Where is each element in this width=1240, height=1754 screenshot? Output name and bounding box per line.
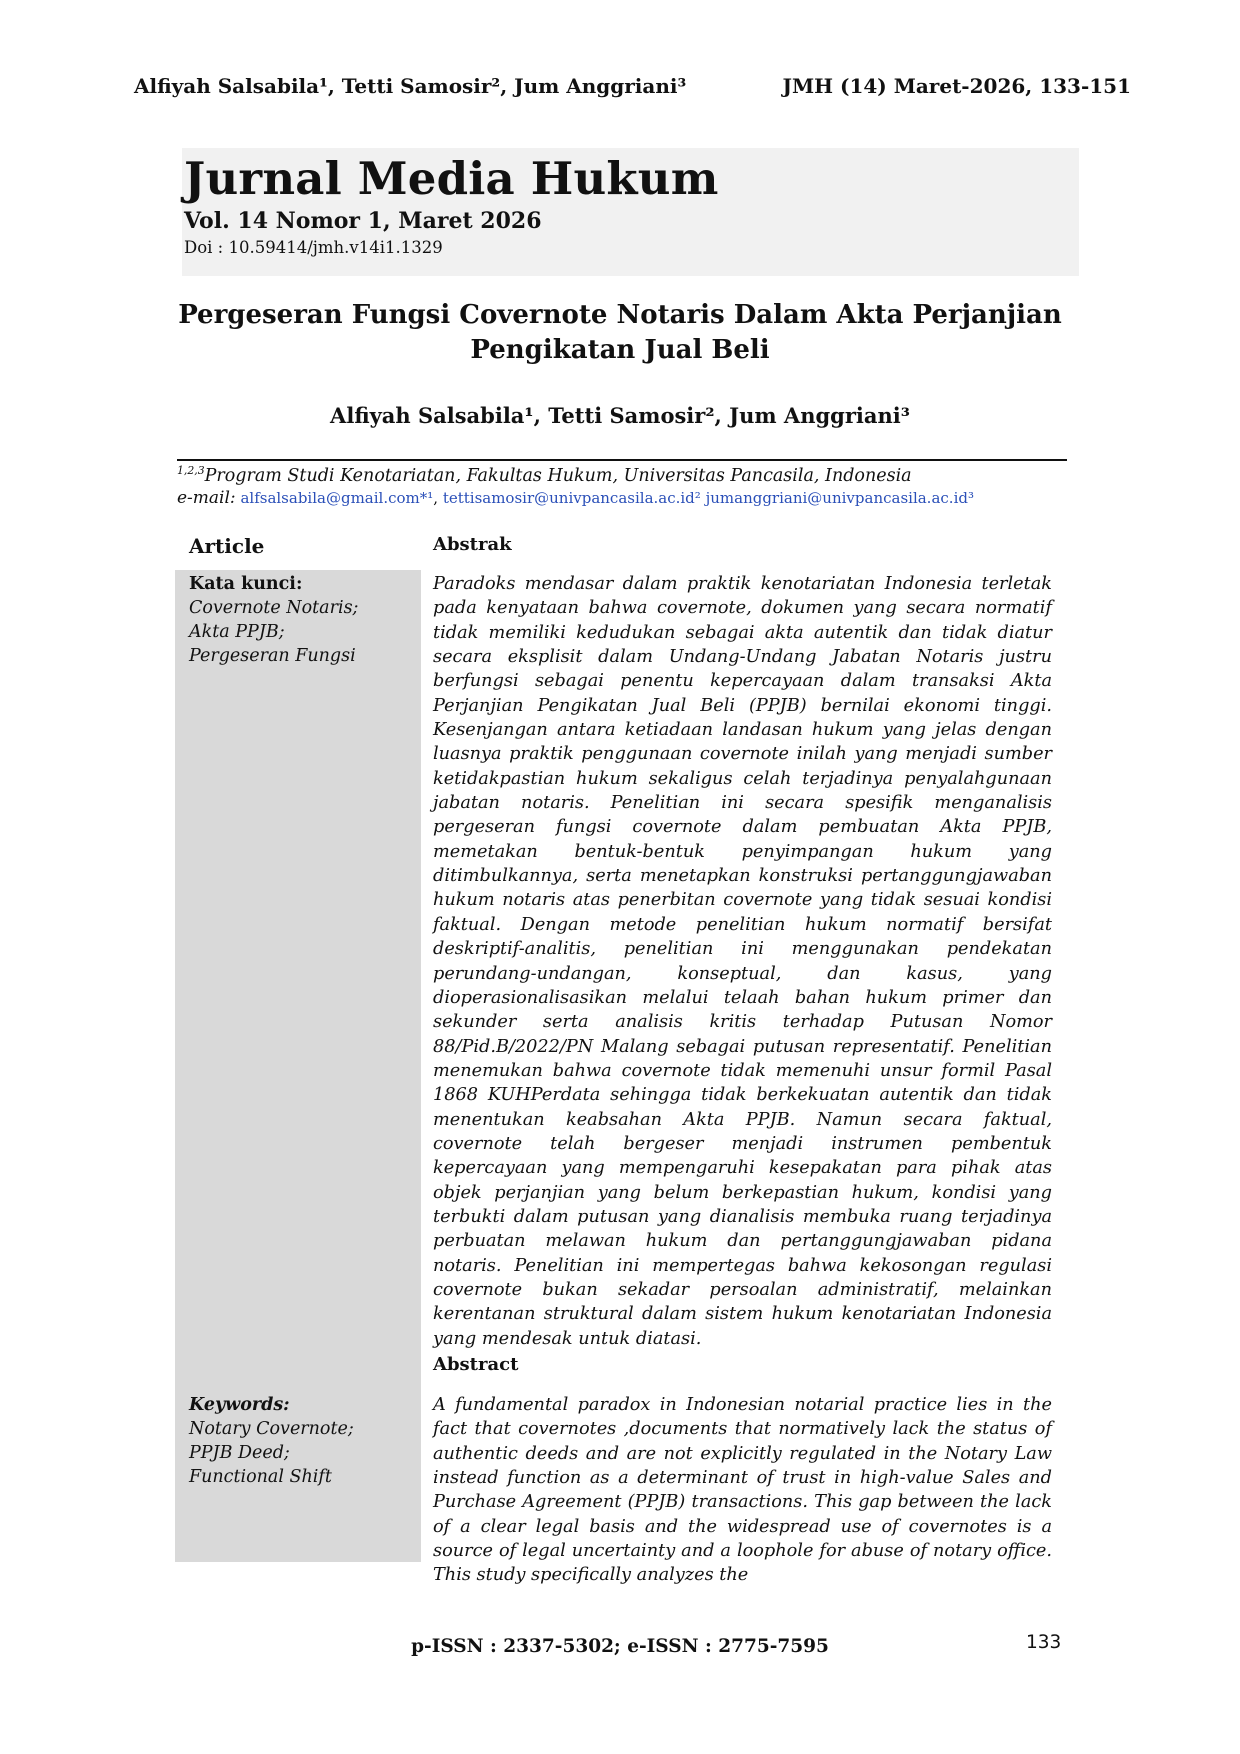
paper-title bbox=[160, 298, 1080, 368]
email-label: e-mail: bbox=[177, 488, 236, 508]
affiliation bbox=[177, 464, 1077, 486]
keywords-label: Keywords: bbox=[189, 1395, 290, 1415]
kata-kunci-label: Kata kunci: bbox=[189, 574, 303, 594]
abstract-heading: Abstract bbox=[433, 1354, 519, 1375]
keyword-item: Notary Covernote; bbox=[189, 1419, 354, 1439]
page-number: 133 bbox=[1026, 1632, 1062, 1653]
email-link-1[interactable]: alfsalsabila@gmail.com*¹ bbox=[240, 489, 434, 507]
paper-title-line-1: Pergeseran Fungsi Covernote Notaris Dalam Akta Perjanjian bbox=[178, 300, 1062, 330]
journal-masthead bbox=[182, 148, 1079, 276]
footer-issn: p-ISSN : 2337-5302; e-ISSN : 2775-7595 bbox=[411, 1636, 829, 1657]
keywords-block bbox=[189, 1393, 419, 1489]
keyword-item: Functional Shift bbox=[189, 1467, 332, 1487]
running-header-journal-ref: JMH (14) Maret-2026, 133-151 bbox=[782, 74, 1131, 98]
email-link-3[interactable]: jumanggriani@univpancasila.ac.id³ bbox=[705, 489, 974, 507]
header-divider bbox=[177, 459, 1067, 461]
kata-kunci-item: Akta PPJB; bbox=[189, 622, 285, 642]
kata-kunci-block bbox=[189, 572, 419, 668]
running-header-authors: Alfiyah Salsabila¹, Tetti Samosir², Jum Anggriani³ bbox=[134, 74, 687, 98]
email-link-2[interactable]: tettisamosir@univpancasila.ac.id² bbox=[442, 489, 701, 507]
kata-kunci-item: Covernote Notaris; bbox=[189, 598, 359, 618]
author-list: Alfiyah Salsabila¹, Tetti Samosir², Jum Anggriani³ bbox=[330, 403, 910, 428]
abstrak-body: Paradoks mendasar dalam praktik kenotariatan Indonesia terletak pada kenyataan bahwa covernote, dokumen yang secara normatif tidak memiliki kedudukan sebagai akta autentik dan tidak diatur secara eksplisit dalam Undang-Undang Jabatan Notaris justru berfungsi sebagai penentu kepercayaan dalam transaksi Akta Perjanjian Pengikatan Jual Beli (PPJB) bernilai ekonomi tinggi. Kesenjangan antara ketiadaan landasan hukum yang jelas dengan luasnya praktik penggunaan covernote inilah yang menjadi sumber ketidakpastian hukum sekaligus celah terjadinya penyalahgunaan jabatan notaris. Penelitian ini secara spesifik menganalisis pergeseran fungsi covernote dalam pembuatan Akta PPJB, memetakan bentuk-bentuk penyimpangan hukum yang ditimbulkannya, serta menetapkan konstruksi pertanggungjawaban hukum notaris atas penerbitan covernote yang tidak sesuai kondisi faktual. Dengan metode penelitian hukum normatif bersifat deskriptif-analitis, penelitian ini menggunakan pendekatan perundang-undangan, konseptual, dan kasus, yang dioperasionalisasikan melalui telaah bahan hukum primer dan sekunder serta analisis kritis terhadap Putusan Nomor 88/Pid.B/2022/PN Malang sebagai putusan representatif. Penelitian menemukan bahwa covernote tidak memenuhi unsur formil Pasal 1868 KUHPerdata sehingga tidak berkekuatan autentik dan tidak menentukan keabsahan Akta PPJB. Namun secara faktual, covernote telah bergeser menjadi instrumen pembentuk kepercayaan yang mempengaruhi kesepakatan para pihak atas objek perjanjian yang belum berkepastian hukum, kondisi yang terbukti dalam putusan yang dianalisis membuka ruang terjadinya perbuatan melawan hukum dan pertanggungjawaban pidana notaris. Penelitian ini mempertegas bahwa kekosongan regulasi covernote bukan sekadar persoalan administratif, melainkan kerentanan struktural dalam sistem hukum kenotariatan Indonesia yang mendesak untuk diatasi. bbox=[433, 574, 1052, 1349]
keyword-item: PPJB Deed; bbox=[189, 1443, 290, 1463]
article-label: Article bbox=[189, 534, 265, 558]
paper-title-line-2: Pengikatan Jual Beli bbox=[470, 335, 770, 365]
abstract-body: A fundamental paradox in Indonesian notarial practice lies in the fact that covernotes ,documents that normatively lack the status of authentic deeds and are not explicitly regulated in the Notary Law instead function as a determinant of trust in high-value Sales and Purchase Agreement (PPJB) transactions. This gap between the lack of a clear legal basis and the widespread use of covernotes is a source of legal uncertainty and a loophole for abuse of notary office. This study specifically analyzes the bbox=[433, 1395, 1052, 1586]
kata-kunci-item: Pergeseran Fungsi bbox=[189, 646, 356, 666]
affiliation-marks: 1,2,3 bbox=[177, 464, 205, 477]
doi-line: Doi : 10.59414/jmh.v14i1.1329 bbox=[184, 238, 443, 257]
abstrak-heading: Abstrak bbox=[433, 534, 512, 555]
affiliation-text: Program Studi Kenotariatan, Fakultas Hukum, Universitas Pancasila, Indonesia bbox=[204, 465, 912, 486]
email-line: e-mail: alfsalsabila@gmail.com*¹, tettisamosir@univpancasila.ac.id² jumanggriani@univpancasila.ac.id³ bbox=[177, 488, 974, 508]
journal-issue: Vol. 14 Nomor 1, Maret 2026 bbox=[184, 208, 542, 234]
running-header bbox=[134, 74, 1131, 98]
journal-name: Jurnal Media Hukum bbox=[184, 152, 719, 205]
